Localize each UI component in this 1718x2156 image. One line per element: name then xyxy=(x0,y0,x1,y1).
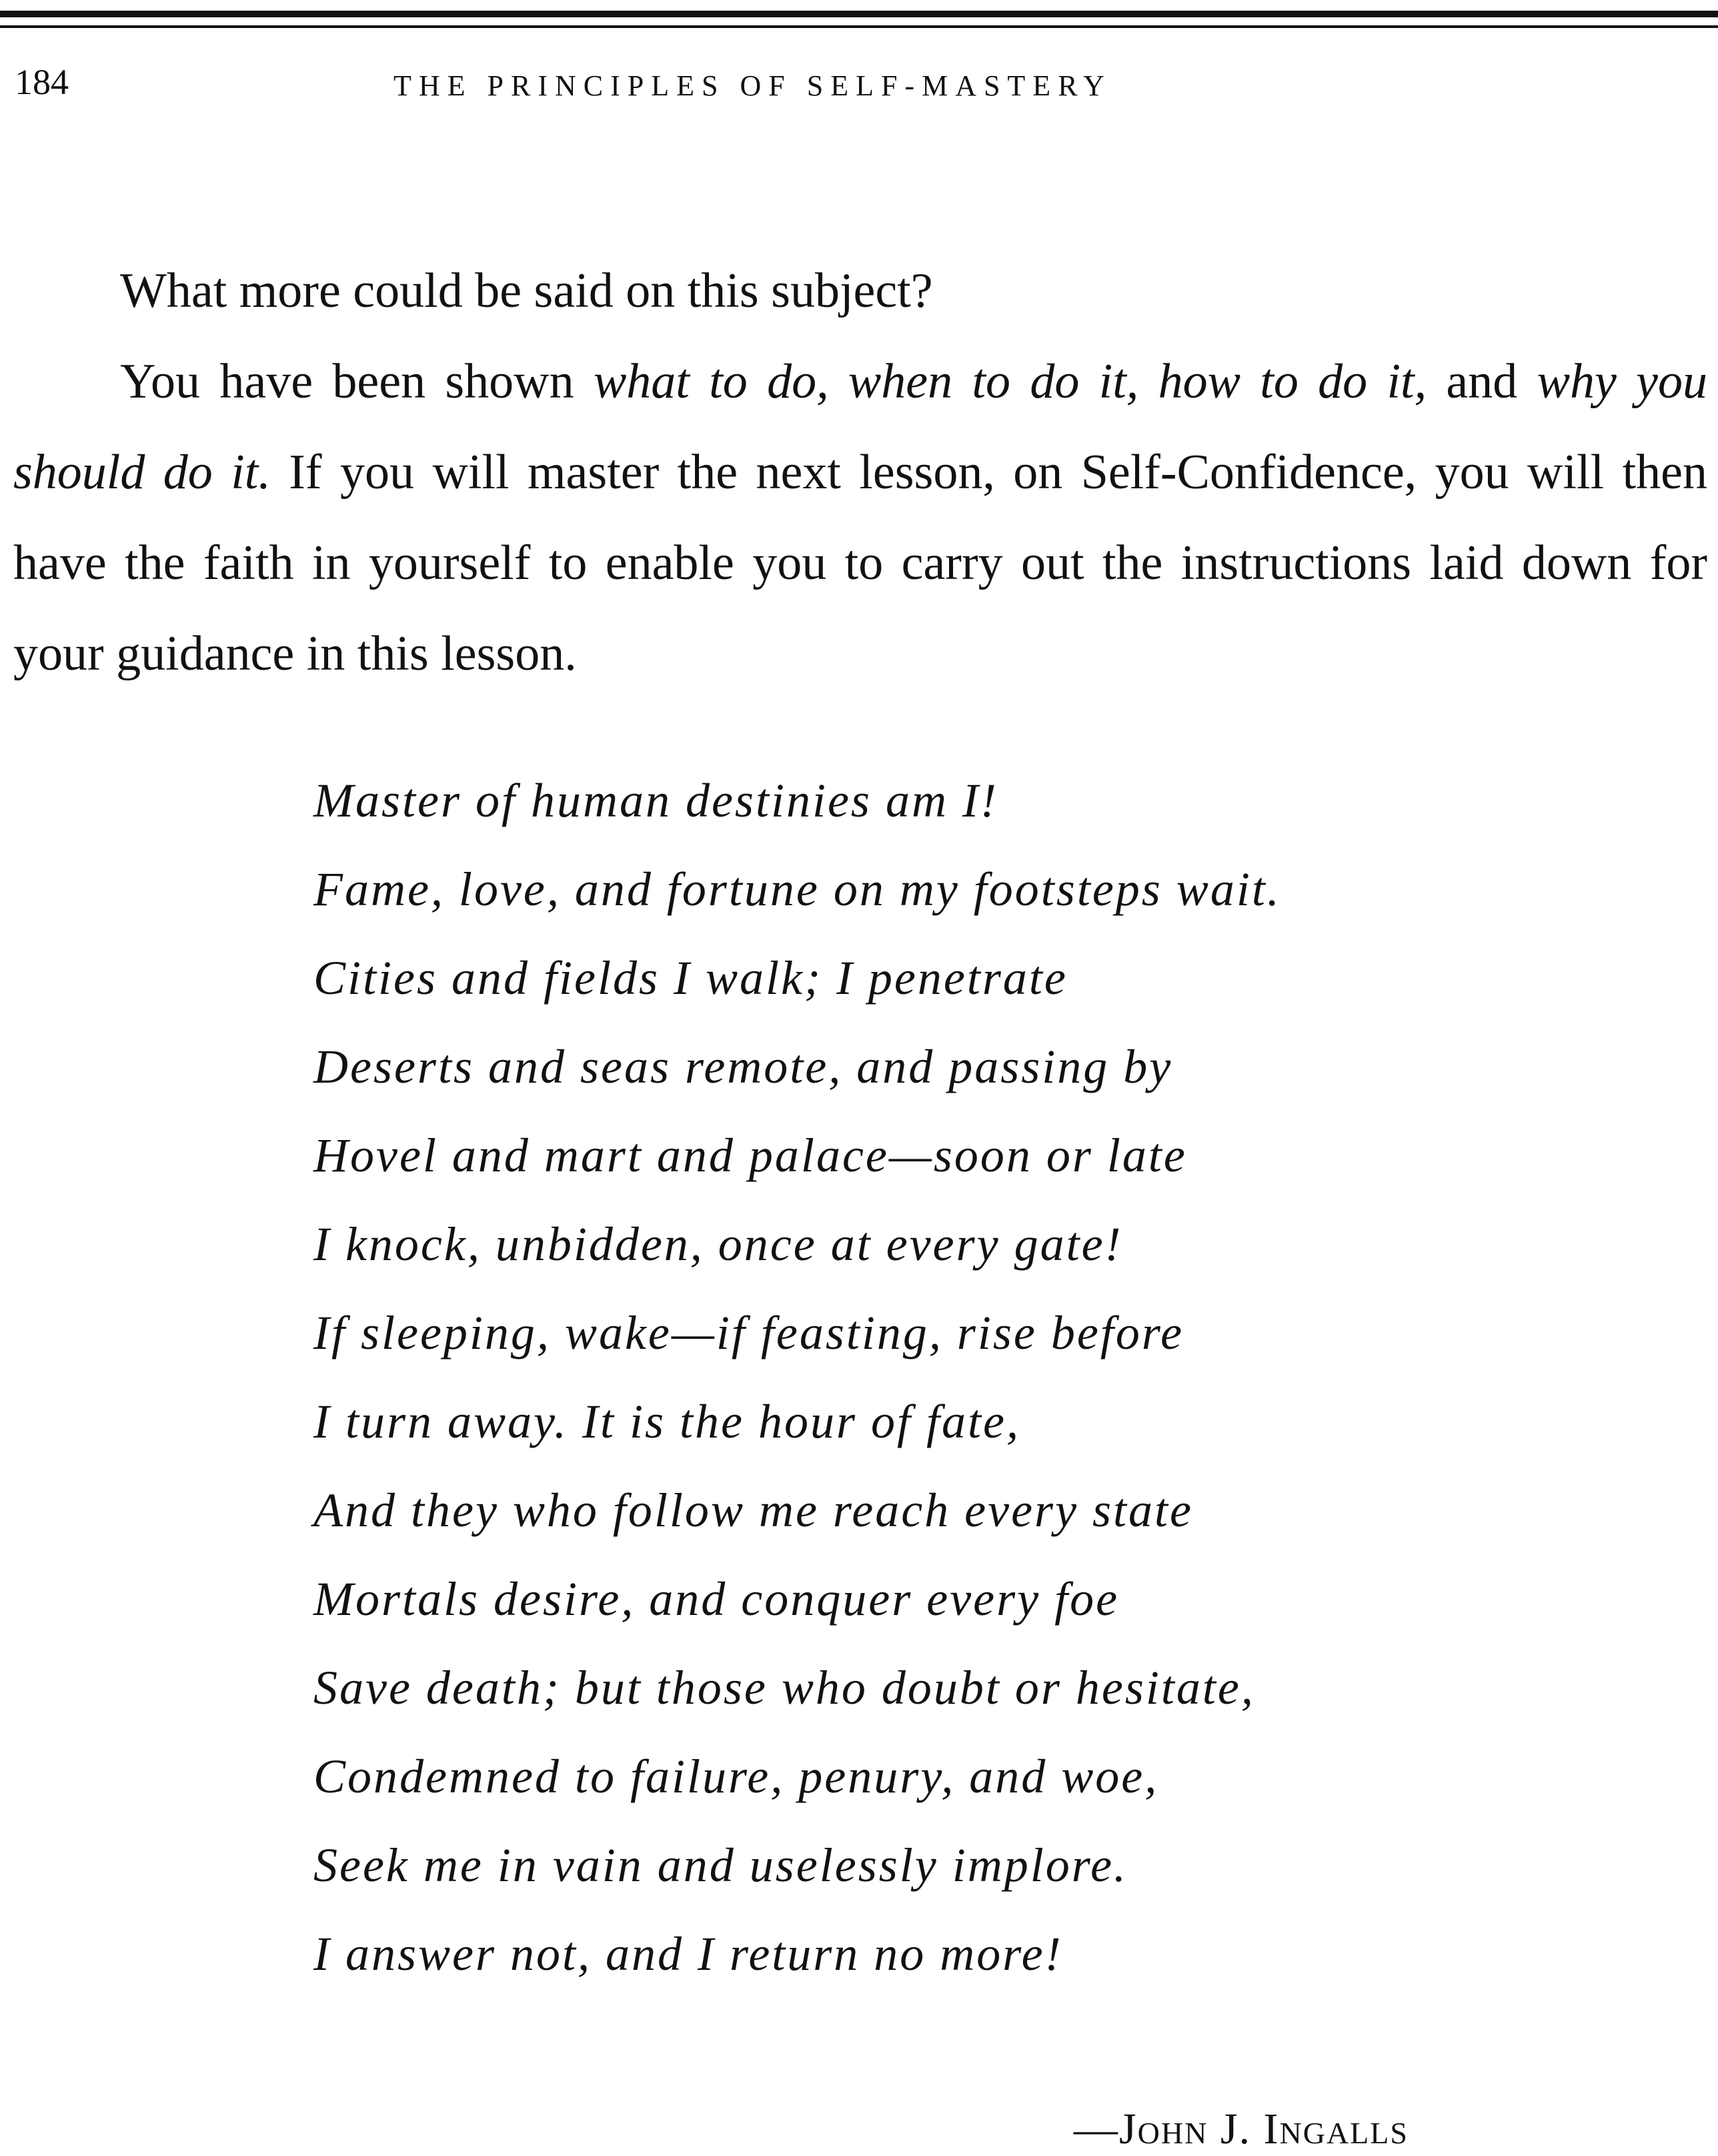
poem-line: If sleeping, wake—if feasting, rise before xyxy=(313,1306,1184,1360)
poem-line: Save death; but those who doubt or hesitate, xyxy=(313,1661,1255,1714)
paragraph xyxy=(13,245,1707,336)
paragraph-text: You have been shown xyxy=(120,354,594,409)
header-rule-thin xyxy=(0,25,1718,28)
poem-line: Master of human destinies am I! xyxy=(313,774,998,827)
poem-line: And they who follow me reach every state xyxy=(313,1484,1194,1537)
poem-line: Hovel and mart and palace—soon or late xyxy=(313,1129,1187,1182)
paragraph-text: If you will master the next lesson, on Self-Confidence, you will then have the faith in yourself to enable you to carry out the instructions laid down for your guidance in this lesson. xyxy=(13,445,1707,681)
poem-line: I turn away. It is the hour of fate, xyxy=(313,1395,1020,1448)
running-head xyxy=(0,59,1718,105)
poem-line: I knock, unbidden, once at every gate! xyxy=(313,1217,1123,1271)
book-title: THE PRINCIPLES OF SELF-MASTERY xyxy=(393,69,1112,102)
paragraph-text: and xyxy=(1427,354,1537,409)
paragraph-text: What more could be said on this subject? xyxy=(120,263,933,318)
poem xyxy=(313,756,1647,1999)
poem-line: I answer not, and I return no more! xyxy=(313,1927,1063,1981)
emphasized-text: why you should do it. xyxy=(13,354,1707,500)
poem-line: Fame, love, and fortune on my footsteps wait. xyxy=(313,863,1281,916)
poem-line: Mortals desire, and conquer every foe xyxy=(313,1572,1120,1626)
poem-line: Seek me in vain and uselessly implore. xyxy=(313,1838,1128,1892)
paragraph xyxy=(13,336,1707,699)
header-rule-thick xyxy=(0,11,1718,17)
page-number: 184 xyxy=(15,62,69,102)
poem-attribution: —John J. Ingalls xyxy=(1074,2105,1409,2153)
poem-line: Condemned to failure, penury, and woe, xyxy=(313,1750,1159,1803)
poem-line: Cities and fields I walk; I penetrate xyxy=(313,951,1068,1005)
emphasized-text: what to do, when to do it, how to do it, xyxy=(593,354,1427,409)
body-text xyxy=(13,245,1707,699)
poem-line: Deserts and seas remote, and passing by xyxy=(313,1040,1173,1093)
